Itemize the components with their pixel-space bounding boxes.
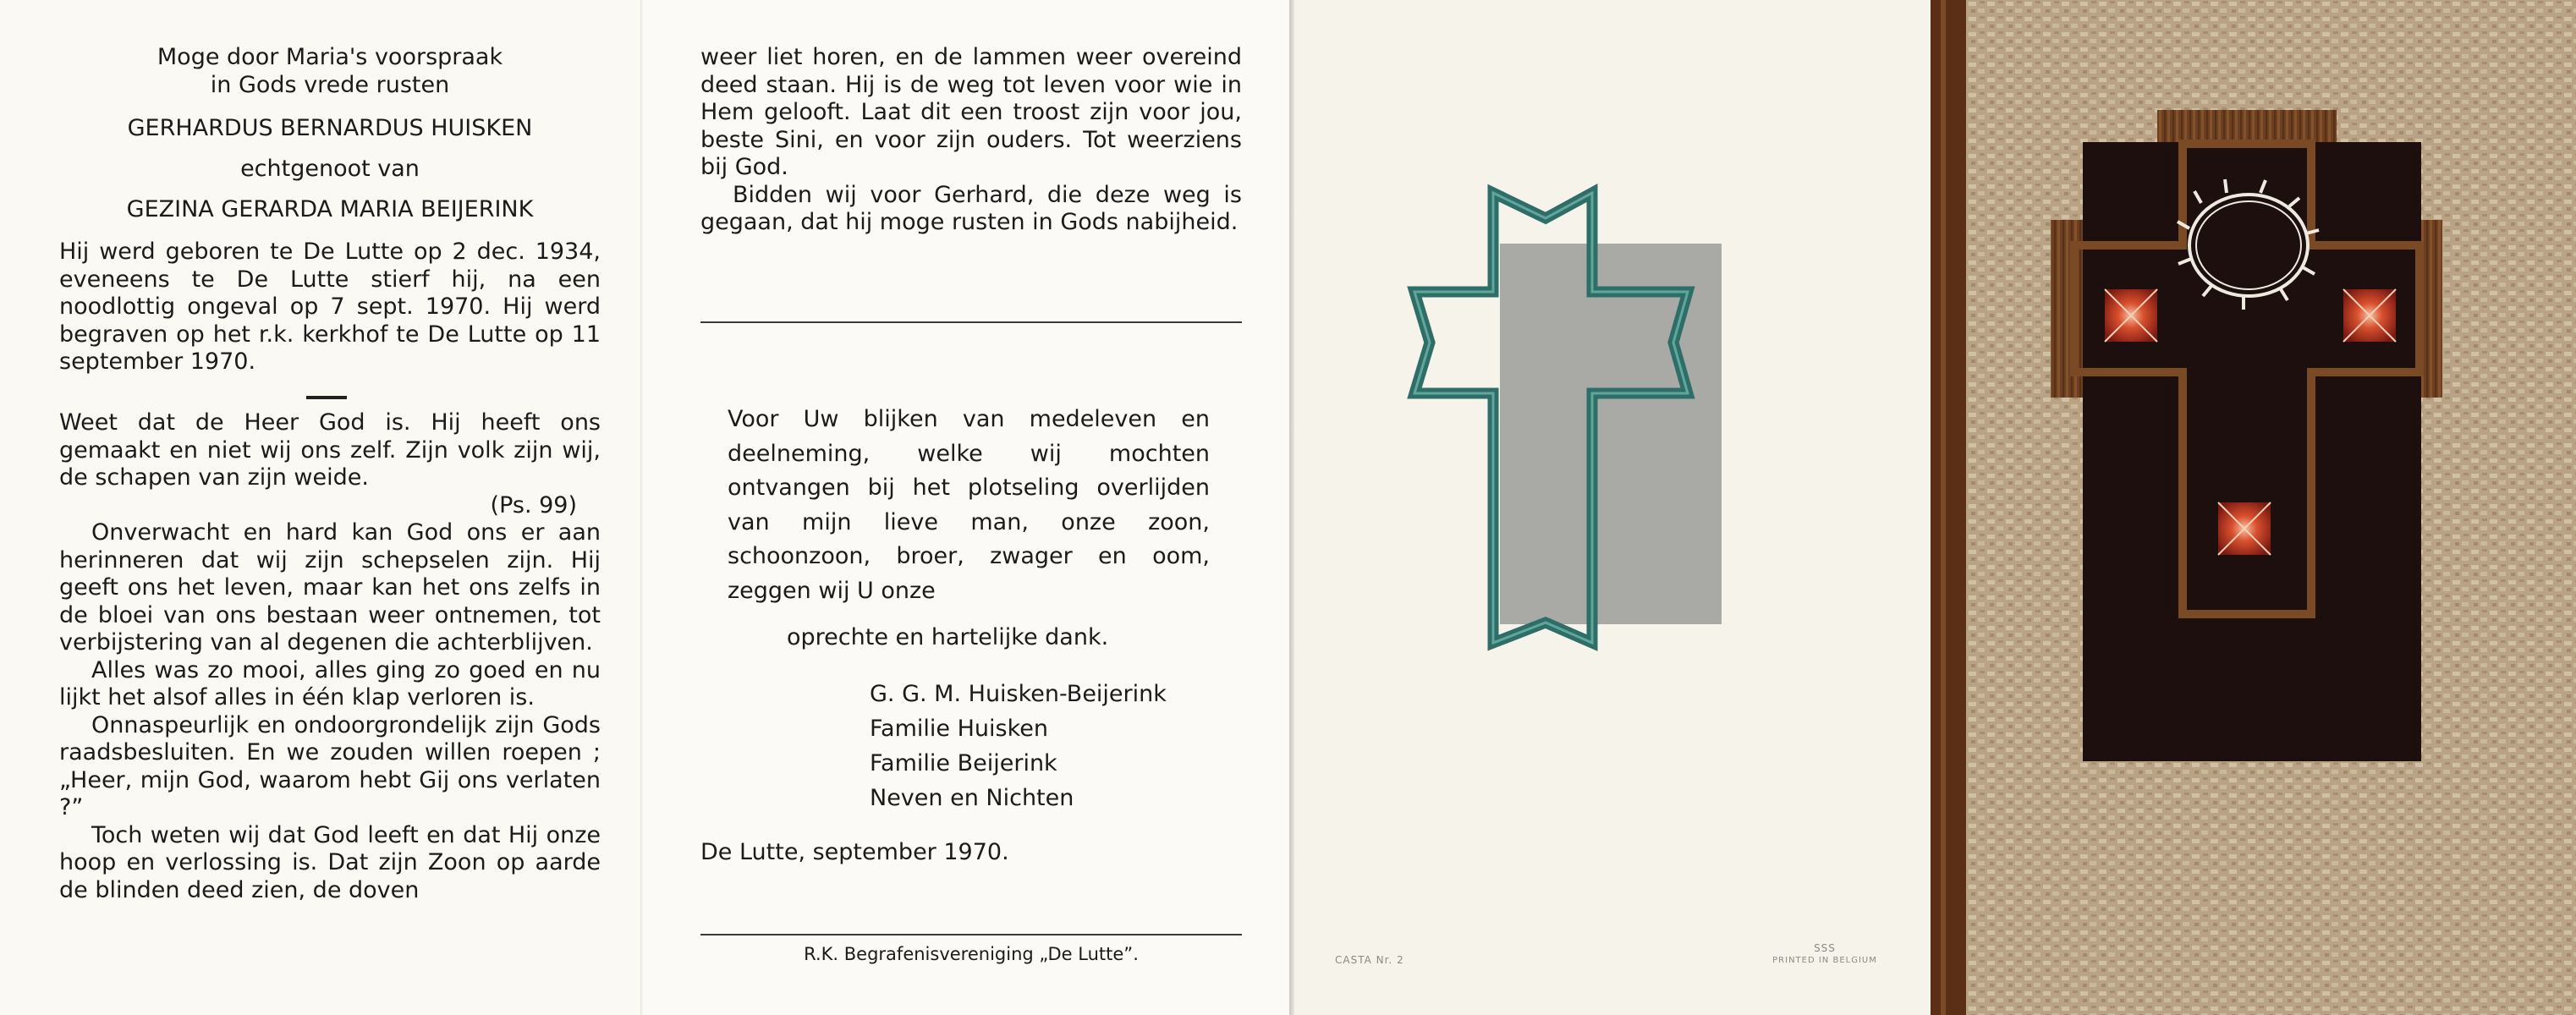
- paragraph-3: Onnaspeurlijk en ondoorgrondelijk zijn Gods raadsbesluiten. En we zouden willen roepen ; „Heer, mijn God, waarom hebt Gij ons verlaten ?”: [59, 711, 601, 820]
- star-cross-illustration: [1294, 0, 1931, 1015]
- deceased-name: GERHARDUS BERNARDUS HUISKEN: [127, 115, 533, 141]
- jewel-right: [2343, 289, 2396, 342]
- signatory: Familie Beijerink: [870, 750, 1057, 776]
- thanks-closing: oprechte en hartelijke dank.: [787, 624, 1109, 650]
- imprint-left: CASTA Nr. 2: [1335, 954, 1404, 966]
- paragraph-continued: weer liet horen, en de lammen weer overeind deed staan. Hij is de weg tot leven voor wie in Hem gelooft. Laat dit een troost zijn voor jou, beste Sini, en voor zijn ouders. Tot weerziens bij God.: [700, 44, 1242, 180]
- psalm-text: Weet dat de Heer God is. Hij heeft ons gemaakt en niet wij ons zelf. Zijn volk zijn wij, de schapen van zijn weide.: [59, 409, 601, 491]
- paragraph-2: Alles was zo mooi, alles ging zo goed en nu lijkt het alsof alles in één klap verloren is.: [59, 656, 601, 710]
- dark-panel: [2083, 142, 2421, 761]
- divider-rule: [700, 321, 1242, 323]
- signatory: Familie Huisken: [870, 716, 1048, 742]
- jewel-left: [2105, 289, 2157, 342]
- signatory: G. G. M. Huisken-Beijerink: [870, 681, 1167, 707]
- relation-text: echtgenoot van: [240, 156, 420, 182]
- header-line-1: Moge door Maria's voorspraak: [157, 44, 503, 70]
- wood-grain: [1941, 0, 1946, 1015]
- paragraph-1: Onverwacht en hard kan God ons er aan herinneren dat wij zijn schepselen zijn. Hij geeft ons het leven, maar kan het ons zelfs in de bloei van ons bestaan weer ontnemen, tot verbijstering van al degenen die achterblijven.: [59, 519, 601, 656]
- spouse-name: GEZINA GERARDA MARIA BEIJERINK: [126, 196, 534, 222]
- body-text-continued: [700, 44, 1242, 237]
- jewel-bottom: [2218, 502, 2271, 555]
- imprint-right: PRINTED IN BELGIUM: [1772, 956, 1877, 965]
- biography: Hij werd geboren te De Lutte op 2 dec. 1934, eveneens te De Lutte stierf hij, na een noodlottig ongeval op 7 sept. 1970. Hij werd begraven op het r.k. kerkhof te De Lutte op 11 september 1970.: [59, 239, 601, 375]
- imprint-mark: SSS: [1814, 942, 1836, 954]
- psalm-reference: (Ps. 99): [490, 491, 577, 518]
- footer-rule: [700, 934, 1242, 935]
- body-text-left: [59, 409, 601, 904]
- divider-dash: [306, 396, 347, 399]
- thorn-cross-illustration: [1931, 0, 2576, 1015]
- left-wood-strip: [1931, 0, 1966, 1015]
- thanks-text: Voor Uw blijken van medeleven en deelneming, welke wij mochten ontvangen bij het plotseling overlijden van mijn lieve man, onze zoon, schoonzoon, broer, zwager en oom, zeggen wij U onze: [728, 406, 1210, 604]
- funeral-society-footer: R.K. Begrafenisvereniging „De Lutte”.: [804, 944, 1139, 964]
- memorial-header: [51, 44, 609, 99]
- card-panel-left: [0, 0, 643, 1015]
- signatories-list: [870, 677, 1242, 815]
- paragraph-4: Toch weten wij dat God leeft en dat Hij onze hoop en verlossing is. Dat zijn Zoon op aarde de blinden deed zien, de doven: [59, 821, 601, 903]
- header-line-2: in Gods vrede rusten: [210, 71, 450, 98]
- place-date: De Lutte, september 1970.: [700, 839, 1009, 865]
- card-panel-front-right: [1931, 0, 2576, 1015]
- signatory: Neven en Nichten: [870, 785, 1074, 811]
- prayer-text: Bidden wij voor Gerhard, die deze weg is gegaan, dat hij moge rusten in Gods nabijheid.: [700, 181, 1242, 235]
- card-panel-middle: [643, 0, 1294, 1015]
- card-panel-front-left: [1294, 0, 1931, 1015]
